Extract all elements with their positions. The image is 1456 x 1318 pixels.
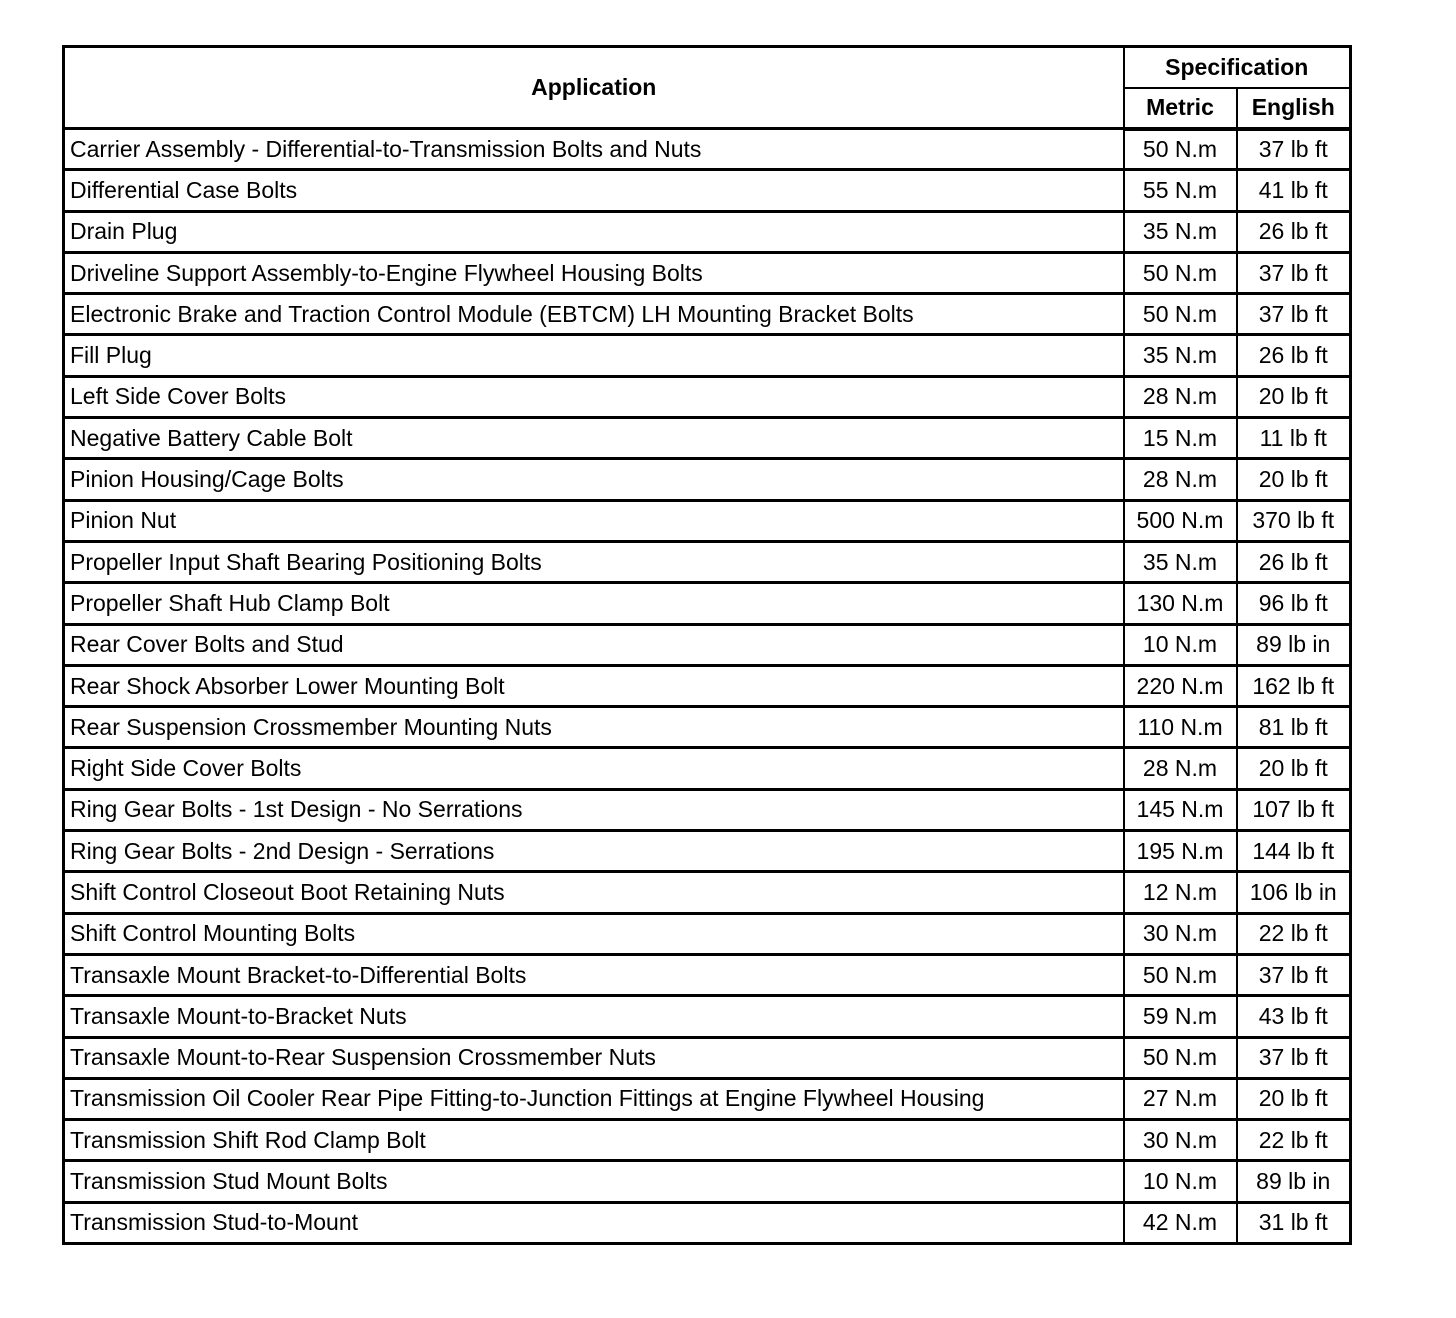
header-application: Application (64, 47, 1124, 129)
table-row (64, 252, 1351, 293)
application-cell: Negative Battery Cable Bolt (64, 418, 1124, 459)
table-row (64, 624, 1351, 665)
metric-cell: 35 N.m (1124, 541, 1237, 582)
metric-cell: 50 N.m (1124, 129, 1237, 170)
english-cell: 22 lb ft (1237, 1120, 1351, 1161)
table-row (64, 954, 1351, 995)
table-row (64, 1037, 1351, 1078)
torque-spec-table (62, 45, 1352, 1245)
english-cell: 106 lb in (1237, 872, 1351, 913)
application-cell: Shift Control Mounting Bolts (64, 913, 1124, 954)
english-cell: 26 lb ft (1237, 541, 1351, 582)
table-row (64, 665, 1351, 706)
english-cell: 89 lb in (1237, 624, 1351, 665)
table-row (64, 1078, 1351, 1119)
metric-cell: 28 N.m (1124, 376, 1237, 417)
header-english: English (1237, 88, 1351, 129)
application-cell: Pinion Housing/Cage Bolts (64, 459, 1124, 500)
metric-cell: 27 N.m (1124, 1078, 1237, 1119)
english-cell: 96 lb ft (1237, 583, 1351, 624)
metric-cell: 59 N.m (1124, 996, 1237, 1037)
header-specification: Specification (1124, 47, 1351, 88)
application-cell: Transaxle Mount-to-Bracket Nuts (64, 996, 1124, 1037)
table-row (64, 996, 1351, 1037)
english-cell: 144 lb ft (1237, 831, 1351, 872)
table-row (64, 211, 1351, 252)
metric-cell: 35 N.m (1124, 335, 1237, 376)
table-row (64, 831, 1351, 872)
table-row (64, 1161, 1351, 1202)
english-cell: 37 lb ft (1237, 294, 1351, 335)
metric-cell: 28 N.m (1124, 459, 1237, 500)
metric-cell: 15 N.m (1124, 418, 1237, 459)
application-cell: Left Side Cover Bolts (64, 376, 1124, 417)
application-cell: Pinion Nut (64, 500, 1124, 541)
english-cell: 41 lb ft (1237, 170, 1351, 211)
english-cell: 22 lb ft (1237, 913, 1351, 954)
metric-cell: 30 N.m (1124, 913, 1237, 954)
table-row (64, 583, 1351, 624)
table-header (64, 47, 1351, 129)
metric-cell: 500 N.m (1124, 500, 1237, 541)
metric-cell: 28 N.m (1124, 748, 1237, 789)
metric-cell: 50 N.m (1124, 294, 1237, 335)
metric-cell: 12 N.m (1124, 872, 1237, 913)
metric-cell: 50 N.m (1124, 1037, 1237, 1078)
english-cell: 81 lb ft (1237, 707, 1351, 748)
application-cell: Shift Control Closeout Boot Retaining Nuts (64, 872, 1124, 913)
application-cell: Rear Suspension Crossmember Mounting Nuts (64, 707, 1124, 748)
application-cell: Transaxle Mount Bracket-to-Differential Bolts (64, 954, 1124, 995)
application-cell: Fill Plug (64, 335, 1124, 376)
table-row (64, 707, 1351, 748)
metric-cell: 42 N.m (1124, 1202, 1237, 1243)
metric-cell: 55 N.m (1124, 170, 1237, 211)
english-cell: 162 lb ft (1237, 665, 1351, 706)
english-cell: 37 lb ft (1237, 252, 1351, 293)
application-cell: Transaxle Mount-to-Rear Suspension Crossmember Nuts (64, 1037, 1124, 1078)
table-row (64, 418, 1351, 459)
metric-cell: 35 N.m (1124, 211, 1237, 252)
english-cell: 107 lb ft (1237, 789, 1351, 830)
table-row (64, 913, 1351, 954)
english-cell: 37 lb ft (1237, 1037, 1351, 1078)
english-cell: 20 lb ft (1237, 1078, 1351, 1119)
metric-cell: 10 N.m (1124, 624, 1237, 665)
application-cell: Transmission Oil Cooler Rear Pipe Fitting-to-Junction Fittings at Engine Flywheel Housing (64, 1078, 1124, 1119)
english-cell: 26 lb ft (1237, 211, 1351, 252)
application-cell: Transmission Stud-to-Mount (64, 1202, 1124, 1243)
application-cell: Electronic Brake and Traction Control Module (EBTCM) LH Mounting Bracket Bolts (64, 294, 1124, 335)
english-cell: 43 lb ft (1237, 996, 1351, 1037)
english-cell: 31 lb ft (1237, 1202, 1351, 1243)
table-row (64, 500, 1351, 541)
english-cell: 11 lb ft (1237, 418, 1351, 459)
table-row (64, 376, 1351, 417)
metric-cell: 145 N.m (1124, 789, 1237, 830)
application-cell: Transmission Stud Mount Bolts (64, 1161, 1124, 1202)
table-row (64, 170, 1351, 211)
application-cell: Rear Shock Absorber Lower Mounting Bolt (64, 665, 1124, 706)
table-row (64, 541, 1351, 582)
application-cell: Ring Gear Bolts - 1st Design - No Serrations (64, 789, 1124, 830)
english-cell: 89 lb in (1237, 1161, 1351, 1202)
english-cell: 37 lb ft (1237, 129, 1351, 170)
metric-cell: 195 N.m (1124, 831, 1237, 872)
metric-cell: 50 N.m (1124, 252, 1237, 293)
application-cell: Propeller Input Shaft Bearing Positioning Bolts (64, 541, 1124, 582)
application-cell: Ring Gear Bolts - 2nd Design - Serrations (64, 831, 1124, 872)
application-cell: Propeller Shaft Hub Clamp Bolt (64, 583, 1124, 624)
table-row (64, 335, 1351, 376)
english-cell: 26 lb ft (1237, 335, 1351, 376)
table-row (64, 748, 1351, 789)
metric-cell: 110 N.m (1124, 707, 1237, 748)
table-row (64, 129, 1351, 170)
application-cell: Transmission Shift Rod Clamp Bolt (64, 1120, 1124, 1161)
metric-cell: 50 N.m (1124, 954, 1237, 995)
english-cell: 20 lb ft (1237, 748, 1351, 789)
table-row (64, 294, 1351, 335)
english-cell: 37 lb ft (1237, 954, 1351, 995)
table-body (64, 129, 1351, 1244)
application-cell: Carrier Assembly - Differential-to-Transmission Bolts and Nuts (64, 129, 1124, 170)
table-row (64, 1202, 1351, 1243)
application-cell: Rear Cover Bolts and Stud (64, 624, 1124, 665)
metric-cell: 130 N.m (1124, 583, 1237, 624)
metric-cell: 220 N.m (1124, 665, 1237, 706)
metric-cell: 30 N.m (1124, 1120, 1237, 1161)
table-row (64, 459, 1351, 500)
english-cell: 20 lb ft (1237, 459, 1351, 500)
table-row (64, 1120, 1351, 1161)
application-cell: Drain Plug (64, 211, 1124, 252)
application-cell: Driveline Support Assembly-to-Engine Flywheel Housing Bolts (64, 252, 1124, 293)
english-cell: 20 lb ft (1237, 376, 1351, 417)
header-metric: Metric (1124, 88, 1237, 129)
table-row (64, 789, 1351, 830)
english-cell: 370 lb ft (1237, 500, 1351, 541)
table-row (64, 872, 1351, 913)
application-cell: Right Side Cover Bolts (64, 748, 1124, 789)
metric-cell: 10 N.m (1124, 1161, 1237, 1202)
application-cell: Differential Case Bolts (64, 170, 1124, 211)
